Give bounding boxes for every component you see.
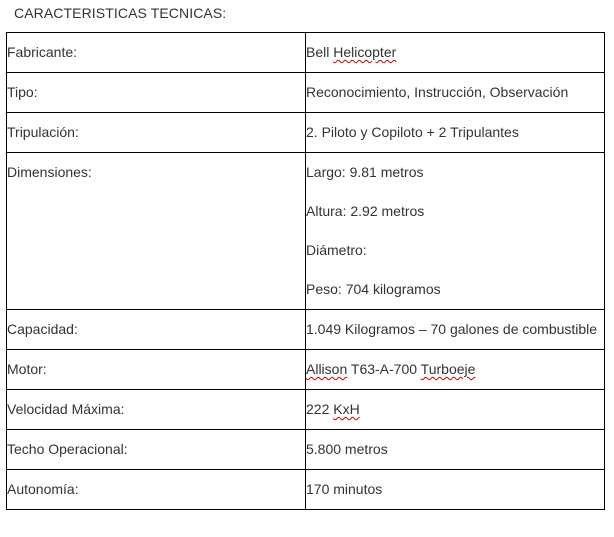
row-label: Tipo:	[7, 84, 38, 100]
row-label: Techo Operacional:	[7, 441, 128, 457]
table-row	[7, 153, 605, 310]
spellcheck-word: KxH	[333, 401, 360, 417]
row-label: Capacidad:	[7, 321, 78, 337]
table-row	[7, 470, 605, 510]
table-row	[7, 430, 605, 470]
row-value: 170 minutos	[306, 481, 383, 497]
row-value: 5.800 metros	[306, 441, 388, 457]
dimension-line: Diámetro:	[306, 242, 367, 258]
value-cell	[306, 350, 605, 390]
row-label: Motor:	[7, 361, 47, 377]
page-title: CARACTERISTICAS TECNICAS:	[14, 5, 227, 21]
row-value	[306, 350, 604, 389]
spellcheck-word: Turboeje	[420, 361, 476, 377]
value-cell	[306, 153, 605, 310]
value-cell	[306, 73, 605, 113]
table-row	[7, 113, 605, 153]
label-cell	[7, 153, 306, 310]
label-cell	[7, 350, 306, 390]
row-label: Dimensiones:	[7, 164, 92, 180]
value-text: Bell	[306, 44, 334, 60]
table-row	[7, 310, 605, 350]
specs-table	[6, 32, 605, 510]
value-text: 222	[306, 401, 334, 417]
value-cell	[306, 113, 605, 153]
row-value	[306, 390, 604, 429]
row-label: Autonomía:	[7, 481, 79, 497]
row-label: Fabricante:	[7, 44, 78, 60]
value-cell	[306, 310, 605, 350]
label-cell	[7, 73, 306, 113]
table-row	[7, 390, 605, 430]
label-cell	[7, 310, 306, 350]
row-label: Tripulación:	[7, 124, 79, 140]
row-value: Reconocimiento, Instrucción, Observación	[306, 84, 569, 100]
row-value	[306, 33, 604, 72]
row-value: 1.049 Kilogramos – 70 galones de combustible	[306, 321, 598, 337]
spellcheck-word: Helicopter	[333, 44, 397, 60]
row-label: Velocidad Máxima:	[7, 401, 125, 417]
value-cell	[306, 390, 605, 430]
table-row	[7, 73, 605, 113]
value-cell	[306, 470, 605, 510]
value-text: T63-A-700	[347, 361, 421, 377]
table-row	[7, 350, 605, 390]
label-cell	[7, 430, 306, 470]
value-cell	[306, 430, 605, 470]
row-value: 2. Piloto y Copiloto + 2 Tripulantes	[306, 124, 519, 140]
dimension-line: Largo: 9.81 metros	[306, 164, 424, 180]
label-cell	[7, 470, 306, 510]
label-cell	[7, 113, 306, 153]
dimension-line: Altura: 2.92 metros	[306, 203, 425, 219]
spellcheck-word: Allison	[306, 361, 348, 377]
label-cell	[7, 33, 306, 73]
table-row	[7, 33, 605, 73]
dimension-line: Peso: 704 kilogramos	[306, 281, 441, 297]
label-cell	[7, 390, 306, 430]
value-cell	[306, 33, 605, 73]
